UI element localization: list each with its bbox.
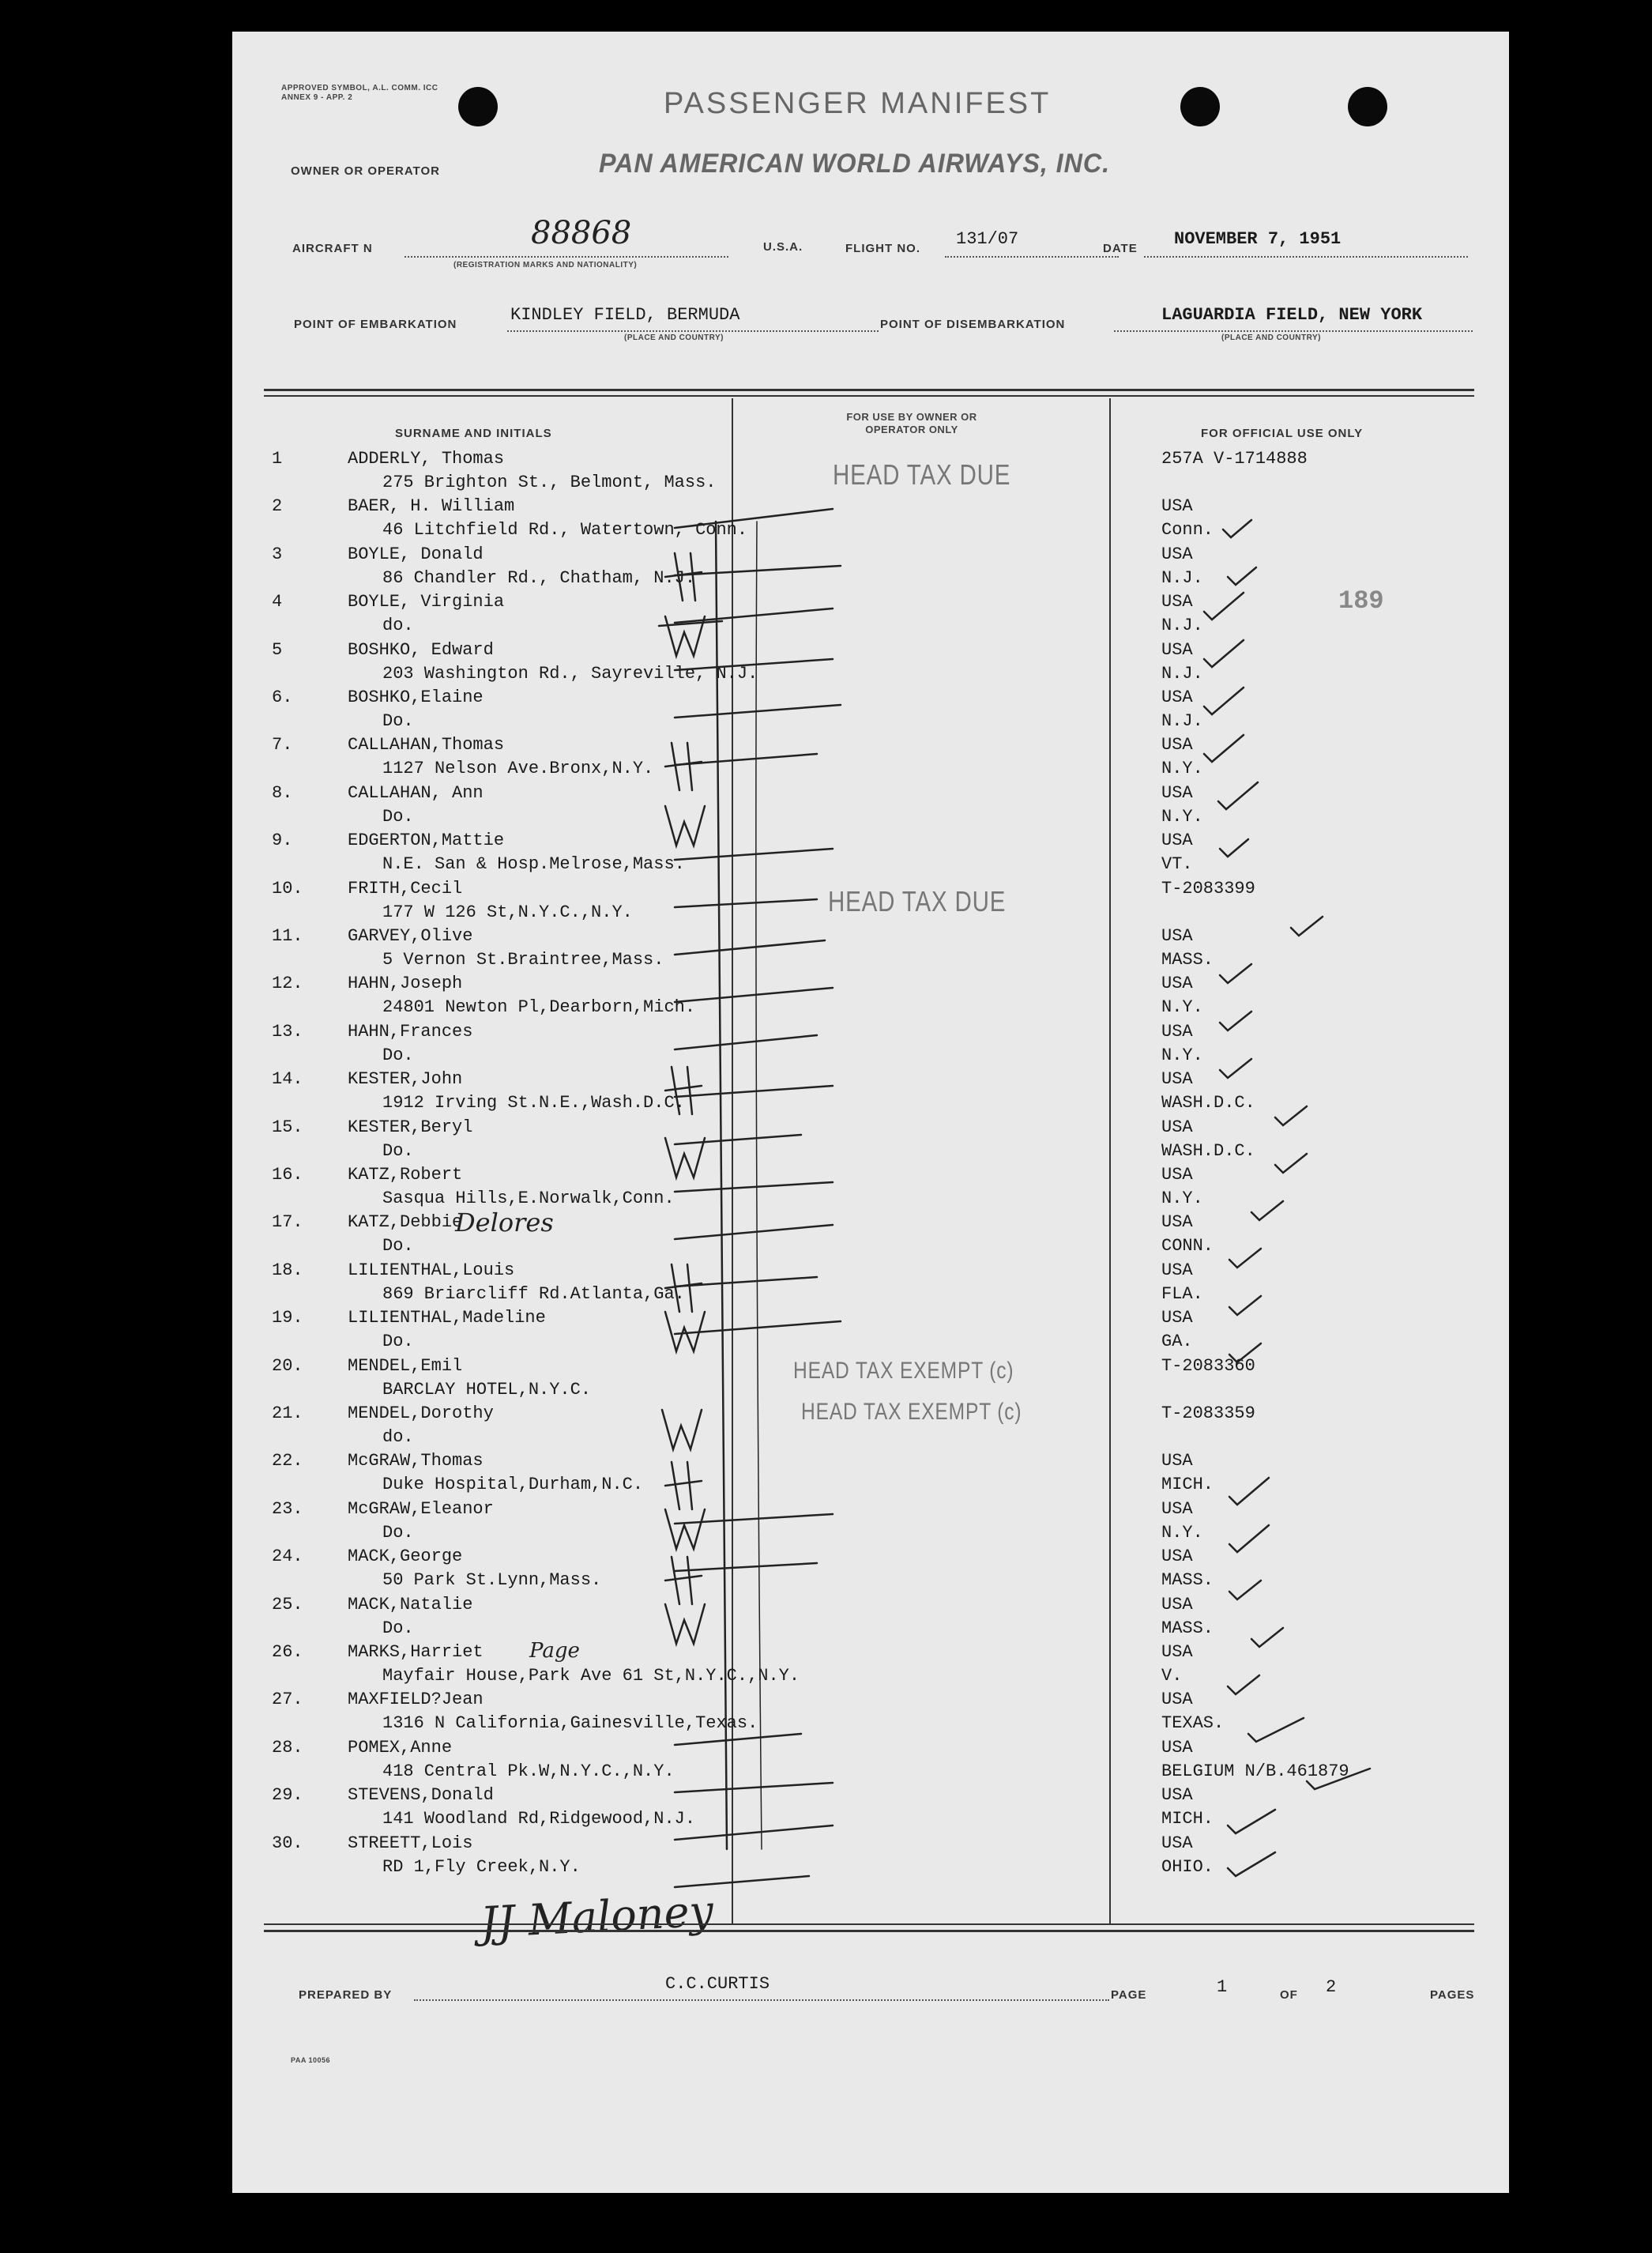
passenger-name: LILIENTHAL,Louis	[348, 1260, 515, 1280]
passenger-name: KATZ,Robert	[348, 1165, 463, 1185]
passenger-address: Do.	[382, 1236, 414, 1256]
official-entry-1: USA	[1161, 1451, 1193, 1471]
embark-place-note: (PLACE AND COUNTRY)	[624, 333, 724, 342]
official-entry-2: N.Y.	[1161, 806, 1203, 827]
passenger-name: McGRAW,Eleanor	[348, 1498, 494, 1519]
official-entry-1: USA	[1161, 926, 1193, 946]
passenger-name: HAHN,Frances	[348, 1021, 473, 1042]
passenger-number: 22.	[272, 1451, 303, 1471]
usa-label: U.S.A.	[763, 240, 803, 254]
passenger-number: 8.	[272, 782, 293, 803]
passenger-address: RD 1,Fly Creek,N.Y.	[382, 1856, 581, 1877]
passenger-name: BOYLE, Virginia	[348, 592, 505, 612]
passenger-number: 30.	[272, 1833, 303, 1853]
passenger-name: MACK,Natalie	[348, 1594, 473, 1614]
passenger-number: 26.	[272, 1642, 303, 1662]
passenger-number: 14.	[272, 1069, 303, 1090]
official-entry-2: MICH.	[1161, 1475, 1214, 1495]
handwritten-page: Page	[529, 1639, 580, 1663]
official-entry-2: N.Y.	[1161, 1045, 1203, 1065]
official-entry-1: USA	[1161, 639, 1193, 660]
passenger-number: 1	[272, 449, 283, 469]
passenger-number: 13.	[272, 1021, 303, 1042]
official-entry-2: Conn.	[1161, 520, 1214, 541]
official-entry-2: MICH.	[1161, 1809, 1214, 1829]
official-entry-1: USA	[1161, 1069, 1193, 1090]
passenger-name: BOSHKO,Elaine	[348, 688, 484, 707]
passenger-number: 29.	[272, 1785, 303, 1806]
passenger-number: 7.	[272, 735, 293, 755]
aircraft-value: 88868	[531, 215, 632, 251]
official-entry-1: USA	[1161, 782, 1193, 803]
passenger-number: 20.	[272, 1355, 303, 1376]
pages-label: PAGES	[1430, 1988, 1475, 2002]
passenger-number: 27.	[272, 1690, 303, 1710]
official-entry-1: USA	[1161, 1594, 1193, 1614]
passenger-name: HAHN,Joseph	[348, 974, 463, 994]
official-entry-2: VT.	[1161, 854, 1193, 875]
official-entry-1: T-2083399	[1161, 878, 1255, 899]
passenger-number: 21.	[272, 1403, 303, 1423]
passenger-address: Do.	[382, 711, 414, 731]
prepared-value: C.C.CURTIS	[665, 1974, 770, 1994]
col-header-surname: SURNAME AND INITIALS	[395, 427, 552, 440]
passenger-name: CALLAHAN,Thomas	[348, 735, 505, 755]
head-tax-exempt-stamp-20: HEAD TAX EXEMPT (c)	[793, 1358, 1014, 1384]
passenger-number: 18.	[272, 1260, 303, 1280]
official-entry-1: USA	[1161, 1547, 1193, 1567]
disembark-place-note: (PLACE AND COUNTRY)	[1221, 333, 1321, 342]
owner-label: OWNER OR OPERATOR	[291, 164, 440, 178]
passenger-number: 28.	[272, 1737, 303, 1758]
passenger-address: 1912 Irving St.N.E.,Wash.D.C.	[382, 1093, 685, 1113]
passenger-address: 1316 N California,Gainesville,Texas.	[382, 1713, 758, 1734]
passenger-name: MARKS,Harriet	[348, 1642, 484, 1662]
passenger-number: 4	[272, 592, 283, 612]
passenger-name: KATZ,Debbie	[348, 1212, 463, 1233]
official-entry-1: 257A V-1714888	[1161, 449, 1308, 469]
official-entry-1: T-2083359	[1161, 1403, 1255, 1423]
passenger-address: Do.	[382, 1140, 414, 1161]
official-entry-1: USA	[1161, 544, 1193, 564]
disembark-value: LAGUARDIA FIELD, NEW YORK	[1161, 305, 1423, 325]
passenger-number: 19.	[272, 1308, 303, 1328]
official-entry-1: USA	[1161, 1117, 1193, 1137]
passenger-address: do.	[382, 1427, 414, 1447]
stamp-number: 189	[1338, 586, 1384, 616]
passenger-number: 12.	[272, 974, 303, 994]
official-entry-2: OHIO.	[1161, 1856, 1214, 1877]
passenger-name: CALLAHAN, Ann	[348, 782, 484, 803]
passenger-name: GARVEY,Olive	[348, 926, 473, 946]
handwritten-delores: Delores	[455, 1208, 554, 1238]
page-title: PASSENGER MANIFEST	[664, 87, 1052, 120]
passenger-name: EDGERTON,Mattie	[348, 831, 505, 851]
official-entry-2: FLA.	[1161, 1283, 1203, 1304]
passenger-name: STREETT,Lois	[348, 1833, 473, 1853]
official-entry-2: MASS.	[1161, 950, 1214, 970]
passenger-address: 203 Washington Rd., Sayreville, N.J.	[382, 663, 758, 684]
official-entry-1: USA	[1161, 1690, 1193, 1710]
official-entry-1: USA	[1161, 1165, 1193, 1185]
official-entry-1: USA	[1161, 496, 1193, 517]
passenger-name: POMEX,Anne	[348, 1737, 453, 1758]
passenger-number: 3	[272, 544, 283, 564]
passenger-number: 15.	[272, 1117, 303, 1137]
table-bottom-rule-1	[264, 1923, 1474, 1925]
owner-value: PAN AMERICAN WORLD AIRWAYS, INC.	[599, 149, 1111, 179]
passenger-number: 24.	[272, 1547, 303, 1567]
passenger-name: KESTER,John	[348, 1069, 463, 1090]
passenger-name: MACK,George	[348, 1547, 463, 1567]
official-entry-2: N.Y.	[1161, 1522, 1203, 1543]
passenger-address: 86 Chandler Rd., Chatham, N.J.	[382, 567, 696, 588]
col-header-official-use: FOR OFFICIAL USE ONLY	[1201, 427, 1364, 440]
passenger-name: BOYLE, Donald	[348, 544, 484, 564]
passenger-name: ADDERLY, Thomas	[348, 449, 505, 469]
official-entry-2: BELGIUM N/B.461879	[1161, 1761, 1349, 1781]
official-entry-2: N.J.	[1161, 711, 1203, 731]
passenger-address: 46 Litchfield Rd., Watertown, Conn.	[382, 520, 748, 541]
passenger-name: MENDEL,Dorothy	[348, 1403, 494, 1423]
aircraft-label: AIRCRAFT N	[292, 242, 373, 255]
col-header-owner-use: FOR USE BY OWNER OR OPERATOR ONLY	[846, 411, 977, 435]
page-value: 1	[1217, 1977, 1228, 1997]
official-entry-2: WASH.D.C.	[1161, 1093, 1255, 1113]
manifest-sheet	[232, 32, 1509, 2193]
page-label: PAGE	[1111, 1988, 1147, 2002]
passenger-number: 16.	[272, 1165, 303, 1185]
official-entry-2: WASH.D.C.	[1161, 1140, 1255, 1161]
handwriting-strokes	[232, 32, 1509, 2193]
passenger-address: 24801 Newton Pl,Dearborn,Mich.	[382, 997, 696, 1018]
registration-note: (REGISTRATION MARKS AND NATIONALITY)	[453, 261, 638, 269]
of-value: 2	[1326, 1977, 1337, 1997]
official-entry-1: USA	[1161, 1642, 1193, 1662]
official-entry-2: V.	[1161, 1666, 1183, 1686]
passenger-address: Duke Hospital,Durham,N.C.	[382, 1475, 644, 1495]
passenger-number: 6.	[272, 688, 293, 707]
passenger-address: do.	[382, 616, 414, 636]
passenger-number: 10.	[272, 878, 303, 899]
passenger-number: 17.	[272, 1212, 303, 1233]
official-entry-2: N.J.	[1161, 567, 1203, 588]
embark-label: POINT OF EMBARKATION	[294, 318, 457, 331]
official-entry-1: USA	[1161, 735, 1193, 755]
official-entry-1: USA	[1161, 1021, 1193, 1042]
table-bottom-rule-2	[264, 1930, 1474, 1932]
official-entry-1: USA	[1161, 1785, 1193, 1806]
passenger-name: BOSHKO, Edward	[348, 639, 494, 660]
official-entry-1: USA	[1161, 688, 1193, 707]
passenger-number: 9.	[272, 831, 293, 851]
passenger-address: 5 Vernon St.Braintree,Mass.	[382, 950, 664, 970]
passenger-address: Do.	[382, 1332, 414, 1352]
official-entry-2: GA.	[1161, 1332, 1193, 1352]
official-entry-2: CONN.	[1161, 1236, 1214, 1256]
passenger-address: Mayfair House,Park Ave 61 St,N.Y.C.,N.Y.	[382, 1666, 800, 1686]
embark-value: KINDLEY FIELD, BERMUDA	[510, 305, 740, 325]
official-entry-1: USA	[1161, 592, 1193, 612]
passenger-number: 25.	[272, 1594, 303, 1614]
official-entry-1: USA	[1161, 1260, 1193, 1280]
flight-label: FLIGHT NO.	[845, 242, 920, 255]
approved-note: APPROVED SYMBOL, A.L. COMM. ICC ANNEX 9 - APP. 2	[281, 84, 438, 102]
official-entry-2: N.Y.	[1161, 759, 1203, 779]
date-value: NOVEMBER 7, 1951	[1174, 229, 1342, 249]
official-entry-2: MASS.	[1161, 1618, 1214, 1638]
prepared-label: PREPARED BY	[299, 1988, 393, 2002]
passenger-address: N.E. San & Hosp.Melrose,Mass.	[382, 854, 685, 875]
official-entry-2: N.Y.	[1161, 997, 1203, 1018]
passenger-address: 141 Woodland Rd,Ridgewood,N.J.	[382, 1809, 696, 1829]
flight-value: 131/07	[956, 229, 1019, 249]
passenger-name: STEVENS,Donald	[348, 1785, 494, 1806]
head-tax-exempt-stamp-21: HEAD TAX EXEMPT (c)	[801, 1399, 1022, 1425]
official-entry-2: MASS.	[1161, 1570, 1214, 1591]
official-entry-2: N.Y.	[1161, 1189, 1203, 1208]
official-entry-1: USA	[1161, 831, 1193, 851]
passenger-name: FRITH,Cecil	[348, 878, 463, 899]
official-entry-1: USA	[1161, 1498, 1193, 1519]
passenger-address: Sasqua Hills,E.Norwalk,Conn.	[382, 1189, 675, 1208]
head-tax-due-stamp-10: HEAD TAX DUE	[828, 885, 1007, 917]
passenger-number: 11.	[272, 926, 303, 946]
passenger-address: Do.	[382, 1045, 414, 1065]
passenger-address: 869 Briarcliff Rd.Atlanta,Ga.	[382, 1283, 685, 1304]
official-entry-2: N.J.	[1161, 616, 1203, 636]
passenger-address: 1127 Nelson Ave.Bronx,N.Y.	[382, 759, 654, 779]
passenger-name: BAER, H. William	[348, 496, 515, 517]
signature: JJ Maloney	[479, 1886, 715, 1948]
official-entry-1: USA	[1161, 974, 1193, 994]
passenger-address: 177 W 126 St,N.Y.C.,N.Y.	[382, 902, 633, 922]
passenger-name: KESTER,Beryl	[348, 1117, 473, 1137]
passenger-address: 50 Park St.Lynn,Mass.	[382, 1570, 602, 1591]
passenger-name: McGRAW,Thomas	[348, 1451, 484, 1471]
passenger-address: Do.	[382, 1618, 414, 1638]
passenger-number: 5	[272, 639, 283, 660]
form-code: PAA 10056	[291, 2056, 331, 2064]
official-entry-2: N.J.	[1161, 663, 1203, 684]
date-label: DATE	[1103, 242, 1138, 255]
passenger-address: Do.	[382, 1522, 414, 1543]
official-entry-1: USA	[1161, 1212, 1193, 1233]
passenger-name: MAXFIELD?Jean	[348, 1690, 484, 1710]
passenger-name: LILIENTHAL,Madeline	[348, 1308, 546, 1328]
passenger-address: 418 Central Pk.W,N.Y.C.,N.Y.	[382, 1761, 675, 1781]
official-entry-2: TEXAS.	[1161, 1713, 1225, 1734]
prepared-rule	[414, 1999, 1109, 2001]
official-entry-1: USA	[1161, 1308, 1193, 1328]
of-label: OF	[1280, 1988, 1298, 2002]
head-tax-due-stamp-1: HEAD TAX DUE	[833, 458, 1011, 491]
passenger-address: BARCLAY HOTEL,N.Y.C.	[382, 1379, 592, 1400]
official-entry-1: T-2083360	[1161, 1355, 1255, 1376]
passenger-address: Do.	[382, 806, 414, 827]
passenger-number: 23.	[272, 1498, 303, 1519]
passenger-number: 2	[272, 496, 283, 517]
passenger-address: 275 Brighton St., Belmont, Mass.	[382, 473, 717, 492]
passenger-name: MENDEL,Emil	[348, 1355, 463, 1376]
disembark-label: POINT OF DISEMBARKATION	[880, 318, 1066, 331]
official-entry-1: USA	[1161, 1737, 1193, 1758]
official-entry-1: USA	[1161, 1833, 1193, 1853]
